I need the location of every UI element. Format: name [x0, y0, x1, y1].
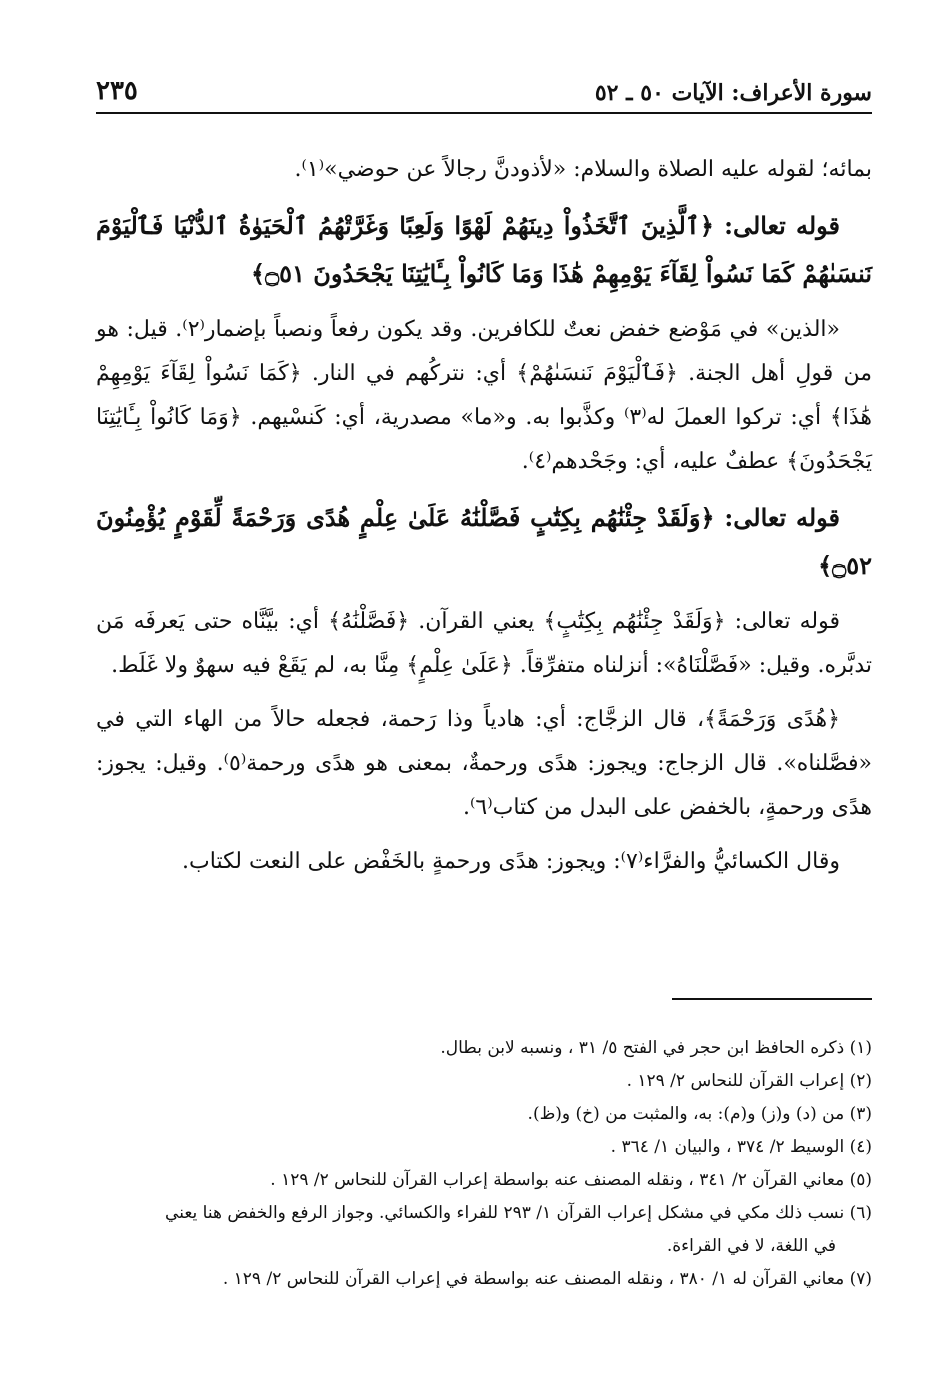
paragraph-commentary-4: وقال الكسائيُّ والفرَّاء⁽٧⁾: ويجوز: هدًى ورحمةٍ بالخَفْض على النعت لكتاب. — [182, 849, 840, 874]
paragraph-commentary-1: «الذين» في مَوْضع خفض نعتٌ للكافرين. وقد يكون رفعاً ونصباً بإضمار⁽٢⁾. قيل: هو من قولِ أهل الجنة. ﴿فَٱلْيَوْمَ نَنسَىٰهُمْ﴾ أي: نتركُهم في النار. ﴿كَمَا نَسُواْ لِقَآءَ يَوْمِهِمْ هَٰذَا﴾ أي: تركوا العملَ له⁽٣⁾ وكذَّبوا به. و«ما» مصدرية، أي: كَنسْيهم. ﴿وَمَا كَانُواْ بِـَٔايَٰتِنَا يَجْحَدُونَ﴾ عطفٌ عليه، أي: وجَحْدهم⁽٤⁾. — [96, 317, 872, 474]
footnote: (٣) من (د) و(ز) و(م): به، والمثبت من (خ) و(ظ). — [527, 1104, 872, 1124]
footnote: (٥) معاني القرآن ٢/ ٣٤١ ، ونقله المصنف عنه بواسطة إعراب القرآن للنحاس ٢/ ١٢٩ . — [270, 1170, 872, 1190]
verse-block-52 — [96, 494, 872, 590]
footnote: (٧) معاني القرآن له ١/ ٣٨٠ ، ونقله المصنف عنه بواسطة في إعراب القرآن للنحاس ٢/ ١٢٩ . — [222, 1269, 872, 1289]
verse-label: قوله تعالى: — [724, 503, 841, 532]
page-header — [96, 70, 872, 114]
page-number: ٢٣٥ — [96, 76, 138, 106]
footnote: (٦) نسب ذلك مكي في مشكل إعراب القرآن ١/ ٢٩٣ للفراء والكسائي. وجواز الرفع والخفض هنا يعني — [165, 1203, 872, 1223]
footnote-continuation: في اللغة، لا في القراءة. — [666, 1236, 836, 1256]
footnote-divider — [672, 998, 872, 1000]
verse-text: ﴿وَلَقَدْ جِئْنَٰهُم بِكِتَٰبٍ فَصَّلْنَٰهُ عَلَىٰ عِلْمٍ هُدًى وَرَحْمَةً لِّقَوْمٍ يُؤْمِنُونَ ۝٥٢﴾ — [96, 503, 872, 580]
footnote: (١) ذكره الحافظ ابن حجر في الفتح ٥/ ٣١ ، ونسبه لابن بطال. — [440, 1038, 872, 1058]
footnote: (٢) إعراب القرآن للنحاس ٢/ ١٢٩ . — [626, 1071, 872, 1091]
main-text — [96, 148, 872, 894]
paragraph-commentary-3: ﴿هُدًى وَرَحْمَةً﴾، قال الزجَّاج: أي: هادياً وذا رَحمة، فجعله حالاً من الهاء التي في «فصَّلناه». قال الزجاج: ويجوز: هدًى ورحمةٌ، بمعنى هو هدًى ورحمة⁽٥⁾. وقيل: يجوز: هدًى ورحمةٍ، بالخفض على البدل من كتاب⁽٦⁾. — [96, 707, 872, 820]
running-title: سورة الأعراف: الآيات ٥٠ ـ ٥٢ — [594, 80, 872, 106]
verse-block-51 — [96, 202, 872, 298]
verse-text: ﴿ٱلَّذِينَ ٱتَّخَذُواْ دِينَهُمْ لَهْوًا وَلَعِبًا وَغَرَّتْهُمُ ٱلْحَيَوٰةُ ٱلدُّنْيَا فَٱلْيَوْمَ نَنسَىٰهُمْ كَمَا نَسُواْ لِقَآءَ يَوْمِهِمْ هَٰذَا وَمَا كَانُواْ بِـَٔايَٰتِنَا يَجْحَدُونَ ۝٥١﴾ — [96, 211, 872, 288]
footnote: (٤) الوسيط ٢/ ٣٧٤ ، والبيان ١/ ٣٦٤ . — [610, 1137, 872, 1157]
paragraph-commentary-2: قوله تعالى: ﴿وَلَقَدْ جِئْنَٰهُم بِكِتَٰبٍ﴾ يعني القرآن. ﴿فَصَّلْنَٰهُ﴾ أي: بيَّنَّاه حتى يَعرفَه مَن تدبَّره. وقيل: «فَصَّلْنَاهُ»: أنزلناه متفرِّقاً. ﴿عَلَىٰ عِلْمٍ﴾ مِنَّا به، لم يَقَعْ فيه سهوٌ ولا غَلَط. — [96, 609, 872, 678]
footnotes — [96, 1032, 872, 1296]
verse-label: قوله تعالى: — [724, 211, 841, 240]
paragraph-intro: بمائه؛ لقوله عليه الصلاة والسلام: «لأذودنَّ رجالاً عن حوضي»⁽١⁾. — [294, 157, 872, 182]
